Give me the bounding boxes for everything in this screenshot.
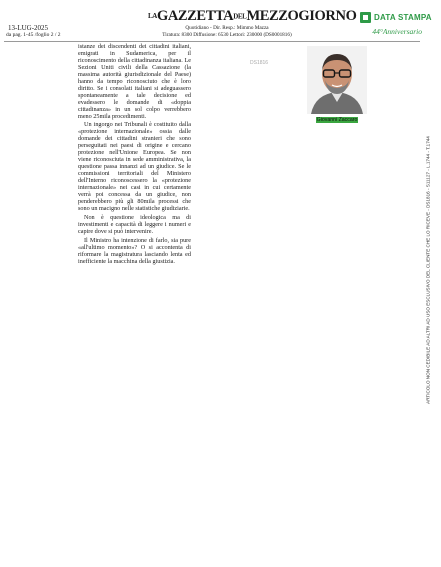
ds-code-watermark: DS1816: [250, 60, 269, 66]
copyright-sidebar: [422, 90, 434, 450]
author-photo: [307, 46, 367, 114]
header-page-info: da pag. 1-45 /foglio 2 / 2: [6, 32, 61, 38]
anniversary-label: 44°Anniversario: [372, 27, 422, 36]
photo-caption: [305, 117, 369, 123]
masthead-mid: DEL: [233, 12, 247, 21]
masthead-prefix: LA: [148, 12, 157, 20]
masthead: [148, 8, 357, 25]
article-paragraph: Non è questione ideologica ma di investimenti e capacità di leggere i numeri e capire dove si può intervenire.: [78, 213, 191, 235]
photo-caption-text: Giovanni Zaccaro: [316, 117, 358, 123]
portrait-image: [307, 46, 367, 114]
masthead-word-b: MEZZOGIORNO: [246, 8, 357, 24]
article-body: [78, 44, 191, 268]
data-stampa-logo: [360, 12, 432, 23]
article-paragraph: Il Ministro ha intenzione di farlo, sia pure «all'ultimo momento»? O si accontenta di riformare la magistratura lasciando lenta ed inefficiente la macchina della giustizia.: [78, 236, 191, 265]
masthead-word-a: GAZZETTA: [156, 8, 234, 24]
article-paragraph: Un ingorgo nei Tribunali è costituito dalla «protezione internazionale» ossia dalle domande dei cittadini stranieri che sono perseguitati nei paesi di origine e cercano protezione nell'Unione Europea. Se non viene riconosciuta in sede amministrativa, la questione passa innanzi ad un giudice. Se le commissioni territoriali del Ministero dell'Interno riconoscessero la «protezione internazionale» nei casi in cui certamente verrà poi concessa da un giudice, non penderebbero più gli 80mila processi che sono un macigno nelle statistiche giudiziarie.: [78, 121, 191, 212]
data-stampa-icon: [360, 12, 371, 23]
header-date: 13-LUG-2025: [8, 24, 49, 32]
header-circulation-line: Tiratura: 8300 Diffusione: 6530 Lettori: 230000 (DS0001816): [162, 32, 292, 38]
copyright-sidebar-text: ARTICOLO NON CEDIBILE AD ALTRI AD USO ESCLUSIVO DEL CLIENTE CHE LO RICEVE - DS1816 - S11127 - L.1744 - T.1744: [425, 136, 431, 404]
data-stampa-brand: DATA STAMPA: [374, 13, 432, 22]
header-editor-line: Quotidiano - Dir. Resp.: Mimmo Mazza: [185, 25, 269, 31]
header-rule: [4, 41, 420, 42]
article-paragraph: istanze dei discendenti dei cittadini italiani, emigrati in Sudamerica, per il riconoscimento della cittadinanza italiana. Le Sezioni Uniti civili della Cassazione (la massima autorità giurisdizionale del Paese) hanno da tempo riconosciuto che è loro diritto. Se i consolati italiani si adeguassero spontaneamente a tale decisione ed evadessero le domande di «doppia cittadinanza» in un sol colpo verrebbero meno 25mila procedimenti.: [78, 43, 191, 120]
